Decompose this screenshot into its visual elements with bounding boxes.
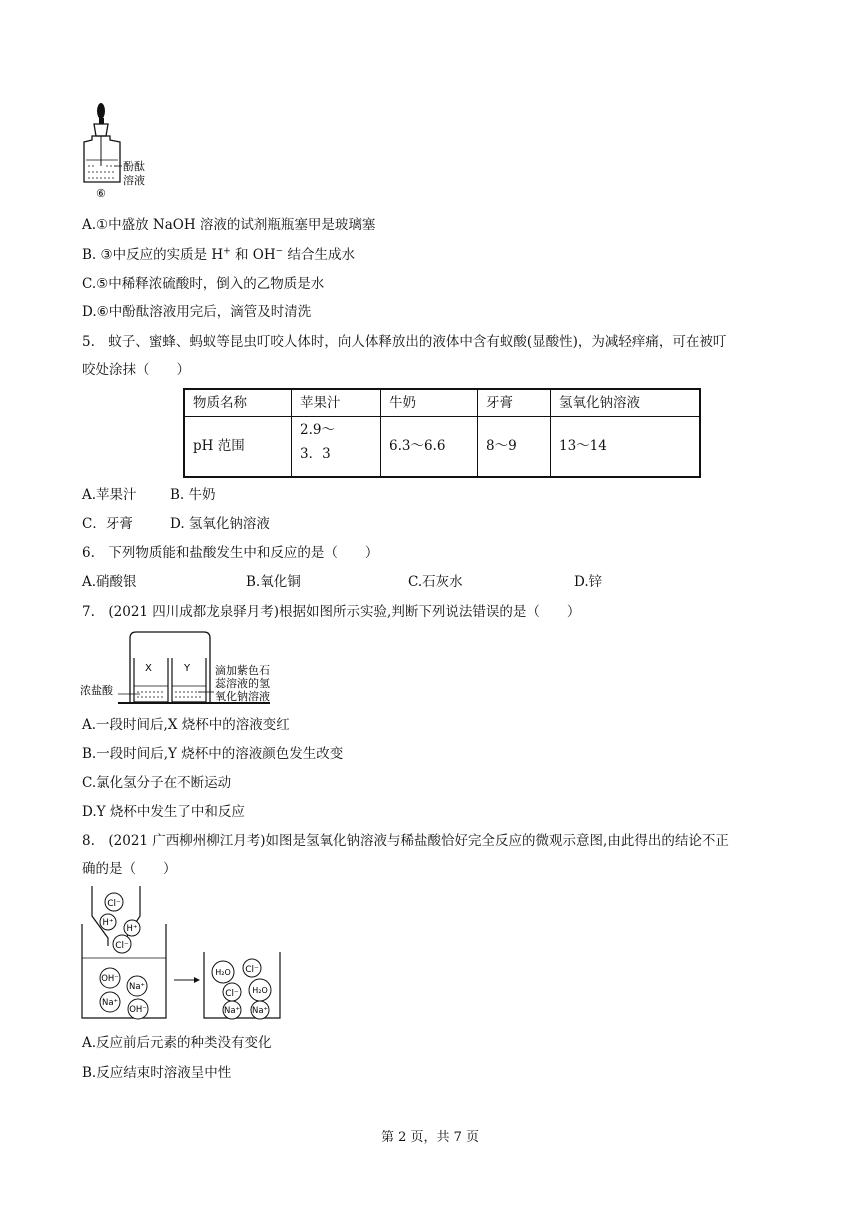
table-header: 牙膏: [478, 389, 551, 417]
q7-option-a: A.一段时间后,X 烧杯中的溶液变红: [82, 717, 290, 733]
ph-table: [183, 388, 701, 478]
page-footer: 第 2 页，共 7 页: [380, 1130, 480, 1145]
ion-na: Na⁺: [223, 1006, 241, 1016]
table-row: [184, 417, 700, 477]
q5-option-a: A.苹果汁: [82, 487, 137, 503]
molecule-h2o: H₂O: [215, 968, 231, 977]
q4-option-c: C.⑤中稀释浓硫酸时，倒入的乙物质是水: [82, 276, 325, 292]
table-cell: 8～9: [478, 417, 551, 477]
ion-na: Na⁺: [101, 998, 119, 1008]
q5-stem-line-1: 5. 蚊子、蜜蜂、蚂蚁等昆虫叮咬人体时，向人体释放出的液体中含有蚁酸(显酸性)，为减轻痒痛，可在被叮: [82, 334, 727, 350]
bottle-number: ⑥: [96, 187, 106, 198]
table-header: 苹果汁: [292, 389, 381, 417]
q5-option-d: D. 氢氧化钠溶液: [170, 516, 270, 532]
q5-options-cd: [82, 515, 270, 533]
ion-na: Na⁺: [251, 1006, 269, 1016]
q4-option-d: D.⑥中酚酞溶液用完后，滴管及时清洗: [82, 304, 312, 320]
q8-stem-line-2: 确的是（ ）: [82, 861, 177, 877]
ion-oh: OH⁻: [129, 1005, 147, 1015]
q6-stem: 6. 下列物质能和盐酸发生中和反应的是（ ）: [82, 545, 379, 561]
q7-option-d: D.Y 烧杯中发生了中和反应: [82, 804, 245, 820]
q6-option-c: C.石灰水: [408, 574, 463, 590]
ion-oh: OH⁻: [101, 974, 119, 984]
q4-option-a: A.①中盛放 NaOH 溶液的试剂瓶瓶塞甲是玻璃塞: [82, 217, 376, 233]
right-label-3: 氧化钠溶液: [215, 690, 270, 703]
ion-na: Na⁺: [128, 982, 146, 992]
table-cell: pH 范围: [184, 417, 292, 477]
conc-hcl-label: 浓盐酸: [80, 684, 113, 697]
right-label-1: 滴加紫色石: [215, 664, 270, 677]
bottle-label-1: 酚酞: [123, 160, 145, 173]
q4-option-b: B. ③中反应的实质是 H+ 和 OH− 结合生成水: [82, 246, 355, 263]
q8-option-a: A.反应前后元素的种类没有变化: [82, 1035, 272, 1051]
beaker-experiment-figure: [80, 628, 290, 710]
q8-stem-line-1: 8. (2021 广西柳州柳江月考)如图是氢氧化钠溶液与稀盐酸恰好完全反应的微观示意图,由此得出的结论不正: [82, 833, 729, 849]
right-label-2: 蕊溶液的氢: [215, 677, 270, 690]
molecule-h2o: H₂O: [252, 986, 268, 995]
table-cell: 6.3～6.6: [381, 417, 478, 477]
table-row: [184, 389, 700, 417]
q5-option-b: B. 牛奶: [170, 487, 216, 503]
q6-options: [82, 573, 602, 591]
beaker-y-label: Y: [184, 663, 191, 674]
ion-cl: Cl⁻: [115, 941, 129, 951]
q7-option-b: B.一段时间后,Y 烧杯中的溶液颜色发生改变: [82, 746, 344, 762]
table-header: 氢氧化钠溶液: [551, 389, 701, 417]
bottle-label-2: 溶液: [123, 174, 145, 187]
ion-h: H⁺: [126, 924, 138, 934]
q6-option-a: A.硝酸银: [82, 574, 137, 590]
q7-stem: 7. (2021 四川成都龙泉驿月考)根据如图所示实验,判断下列说法错误的是（ ）: [82, 604, 581, 620]
q6-option-d: D.锌: [574, 574, 603, 590]
q5-options-ab: [82, 486, 216, 504]
q8-option-b: B.反应结束时溶液呈中性: [82, 1065, 232, 1081]
ion-cl: Cl⁻: [225, 989, 239, 999]
q5-option-c: C．牙膏: [82, 516, 133, 532]
table-cell: 2.9～ 3．3: [292, 417, 381, 477]
ion-cl: Cl⁻: [107, 899, 121, 909]
beaker-x-label: X: [145, 663, 152, 674]
table-header: 物质名称: [184, 389, 292, 417]
ion-cl: Cl⁻: [245, 965, 259, 975]
neutralization-micro-figure: [80, 884, 300, 1024]
ion-h: H⁺: [102, 918, 114, 928]
table-header: 牛奶: [381, 389, 478, 417]
table-cell: 13～14: [551, 417, 701, 477]
q6-option-b: B.氧化铜: [246, 574, 301, 590]
phenolphthalein-bottle-figure: [80, 100, 170, 198]
q7-option-c: C.氯化氢分子在不断运动: [82, 775, 232, 791]
q5-stem-line-2: 咬处涂抹（ ）: [82, 362, 190, 378]
